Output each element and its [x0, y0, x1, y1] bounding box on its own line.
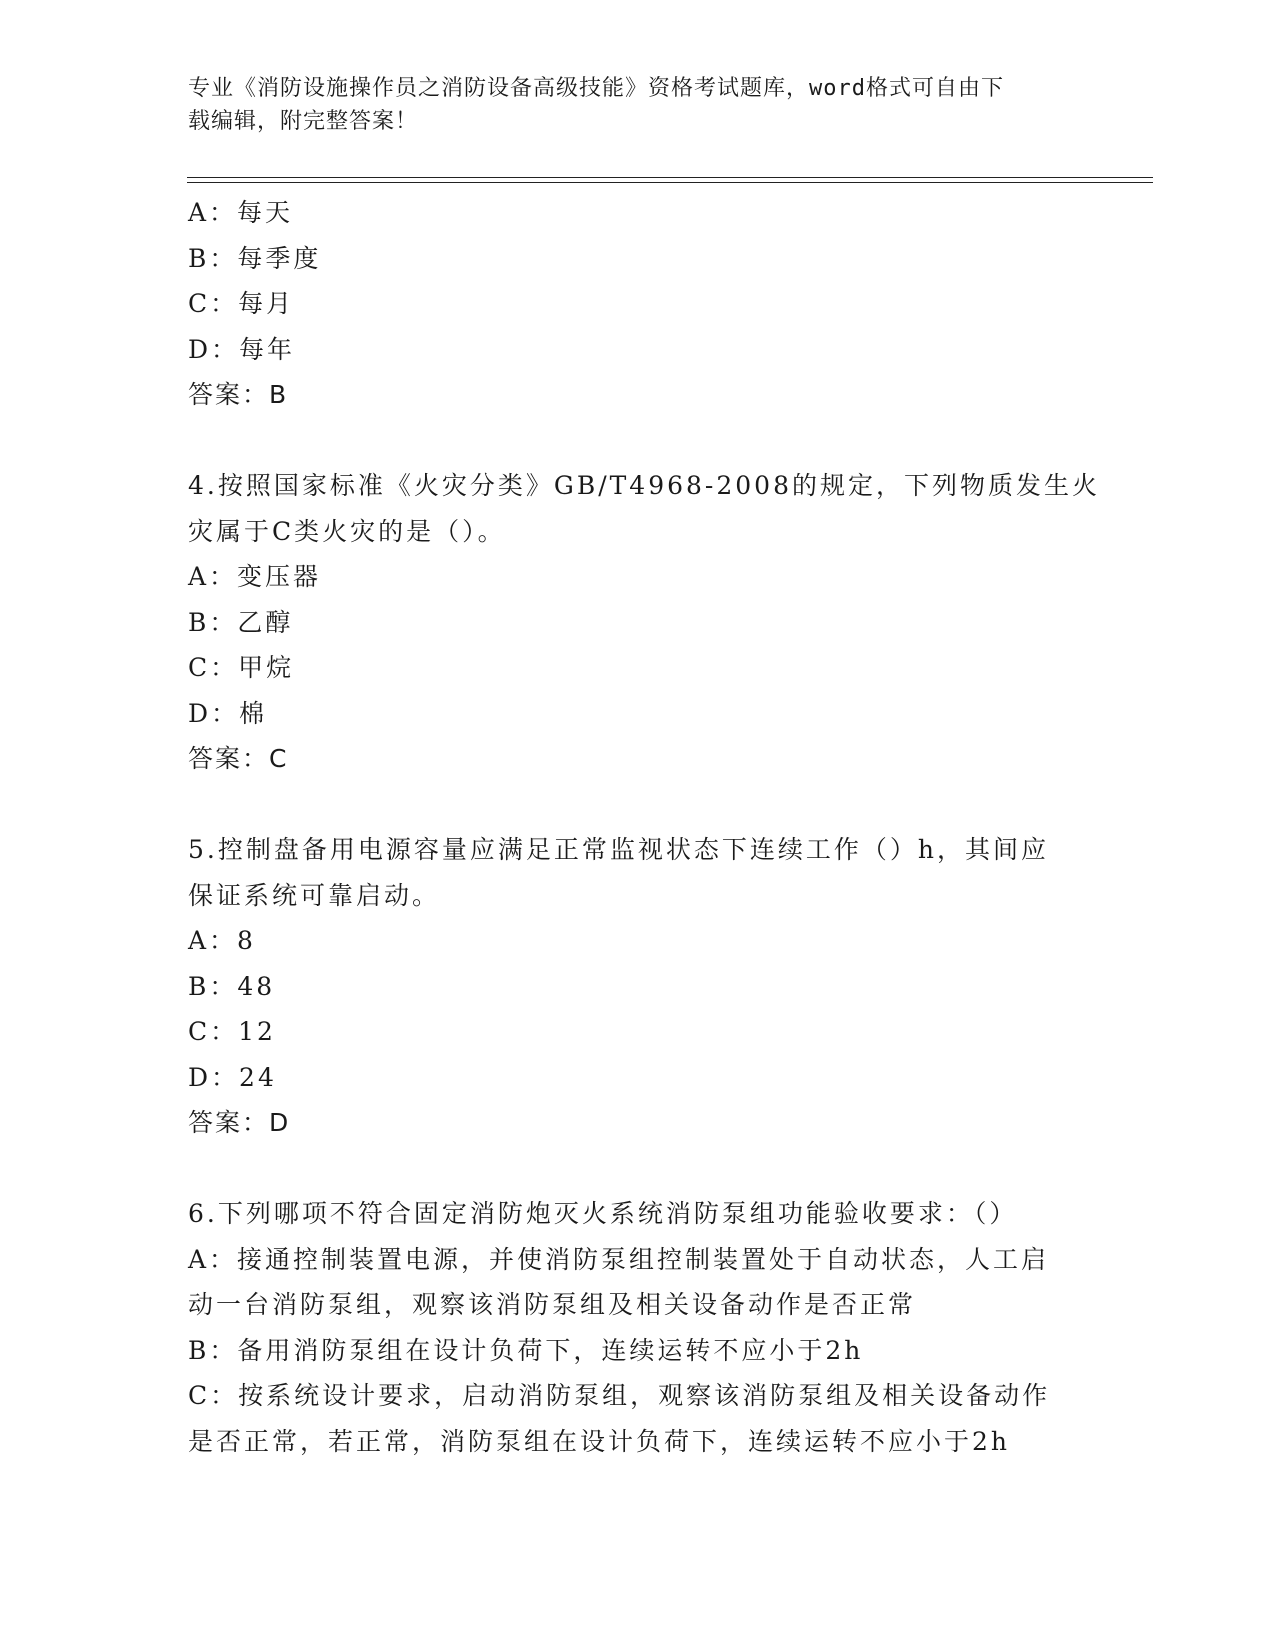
question-text-line-2: 灾属于C类火灾的是（）。	[188, 516, 506, 546]
answer: 答案：B	[188, 380, 289, 409]
option-a: A：每天	[188, 198, 294, 227]
header-line-1: 专业《消防设施操作员之消防设备高级技能》资格考试题库，word格式可自由下	[188, 76, 1004, 101]
question-text-line-1: 6.下列哪项不符合固定消防炮灭火系统消防泵组功能验收要求：（）	[188, 1199, 1018, 1228]
question-4	[188, 463, 1100, 782]
spacer	[188, 418, 1088, 464]
answer: 答案：D	[188, 1108, 291, 1137]
option-a-line-2: 动一台消防泵组，观察该消防泵组及相关设备动作是否正常	[188, 1290, 917, 1319]
option-a: A：8	[188, 926, 256, 955]
header-line-2: 载编辑，附完整答案！	[188, 109, 419, 134]
option-d: D：每年	[188, 334, 296, 364]
option-c-line-1: C：按系统设计要求，启动消防泵组，观察该消防泵组及相关设备动作	[188, 1381, 1051, 1410]
header-divider-top	[187, 177, 1153, 178]
question-list	[188, 190, 1100, 1464]
question-text-line-1: 5.控制盘备用电源容量应满足正常监视状态下连续工作（）h，其间应	[188, 835, 1049, 864]
question-text-line-2: 保证系统可靠启动。	[188, 880, 441, 910]
option-b: B：48	[188, 971, 276, 1001]
option-c: C：12	[188, 1017, 276, 1046]
answer: 答案：C	[188, 744, 289, 773]
option-b: B：乙醇	[188, 607, 294, 637]
question-5	[188, 827, 1088, 1146]
option-c: C：甲烷	[188, 653, 295, 682]
question-text-line-1: 4.按照国家标准《火灾分类》GB/T4968-2008的规定，下列物质发生火	[188, 471, 1100, 500]
header-divider-bottom	[187, 182, 1153, 183]
option-a: A：变压器	[188, 562, 322, 591]
question-3	[188, 190, 1088, 418]
option-a-line-1: A：接通控制装置电源，并使消防泵组控制装置处于自动状态，人工启	[188, 1244, 1050, 1274]
spacer	[188, 782, 1088, 828]
option-b: B：每季度	[188, 243, 322, 273]
option-c-line-2: 是否正常，若正常，消防泵组在设计负荷下，连续运转不应小于2h	[188, 1426, 1011, 1456]
option-d: D：棉	[188, 698, 268, 728]
question-6	[188, 1191, 1088, 1464]
option-c: C：每月	[188, 289, 295, 318]
option-d: D：24	[188, 1062, 277, 1092]
option-b: B：备用消防泵组在设计负荷下，连续运转不应小于2h	[188, 1335, 864, 1365]
document-header	[188, 72, 1068, 138]
spacer	[188, 1146, 1088, 1192]
